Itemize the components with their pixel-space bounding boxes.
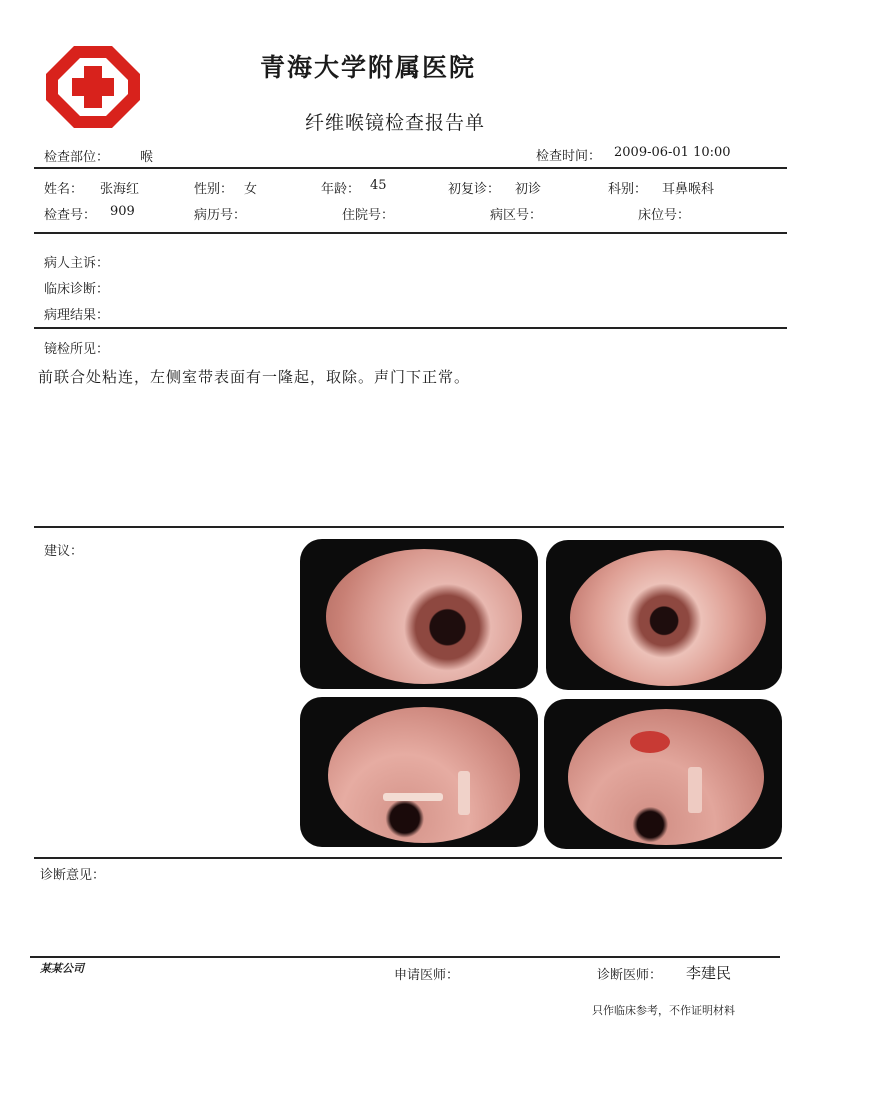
suggestion-label: 建议：	[44, 544, 84, 559]
hospital-name: 青海大学附属医院	[260, 53, 477, 82]
divider-clinical	[34, 327, 787, 329]
bed-no-label: 床位号：	[638, 208, 691, 223]
diagnosing-doctor-name: 李建民	[686, 964, 732, 982]
age-value: 45	[370, 178, 387, 193]
divider-bottom	[30, 956, 780, 958]
name-value: 张海红	[100, 182, 140, 197]
divider-images	[34, 857, 782, 859]
findings-label: 镜检所见：	[44, 342, 110, 357]
ward-no-label: 病区号：	[490, 208, 543, 223]
hospital-logo	[44, 44, 142, 130]
diagnosis-opinion-label: 诊断意见：	[40, 868, 106, 883]
exam-time-value: 2009-06-01 10:00	[614, 145, 731, 160]
exam-no-label: 检查号：	[44, 208, 97, 223]
age-label: 年龄：	[321, 182, 361, 197]
visit-type-label: 初复诊：	[448, 182, 501, 197]
report-title: 纤维喉镜检查报告单	[305, 112, 486, 134]
visit-type-value: 初诊	[515, 182, 542, 197]
gender-label: 性别：	[194, 182, 234, 197]
divider-patient	[34, 232, 787, 234]
pathology-label: 病理结果：	[44, 308, 110, 323]
exam-site-label: 检查部位：	[44, 150, 110, 165]
department-value: 耳鼻喉科	[662, 182, 715, 197]
complaint-label: 病人主诉：	[44, 256, 110, 271]
endoscopy-image-3	[300, 697, 538, 847]
record-no-label: 病历号：	[194, 208, 247, 223]
endoscopy-image-4	[544, 699, 782, 849]
divider-findings	[34, 526, 784, 528]
gender-value: 女	[244, 182, 258, 197]
diagnosing-doctor-label: 诊断医师：	[597, 968, 663, 983]
exam-time-label: 检查时间：	[536, 149, 602, 164]
department-label: 科别：	[608, 182, 648, 197]
endoscopy-image-1	[300, 539, 538, 689]
name-label: 姓名：	[44, 182, 84, 197]
company-name: 某某公司	[40, 962, 84, 975]
applicant-doctor-label: 申请医师：	[394, 968, 460, 983]
exam-no-value: 909	[110, 204, 135, 219]
clinical-diagnosis-label: 临床诊断：	[44, 282, 110, 297]
divider-top	[34, 167, 787, 169]
inpatient-no-label: 住院号：	[342, 208, 395, 223]
disclaimer: 只作临床参考，不作证明材料	[592, 1004, 735, 1017]
findings-text: 前联合处粘连，左侧室带表面有一隆起，取除。声门下正常。	[38, 368, 471, 386]
endoscopy-image-2	[546, 540, 782, 690]
exam-site-value: 喉	[140, 150, 154, 165]
